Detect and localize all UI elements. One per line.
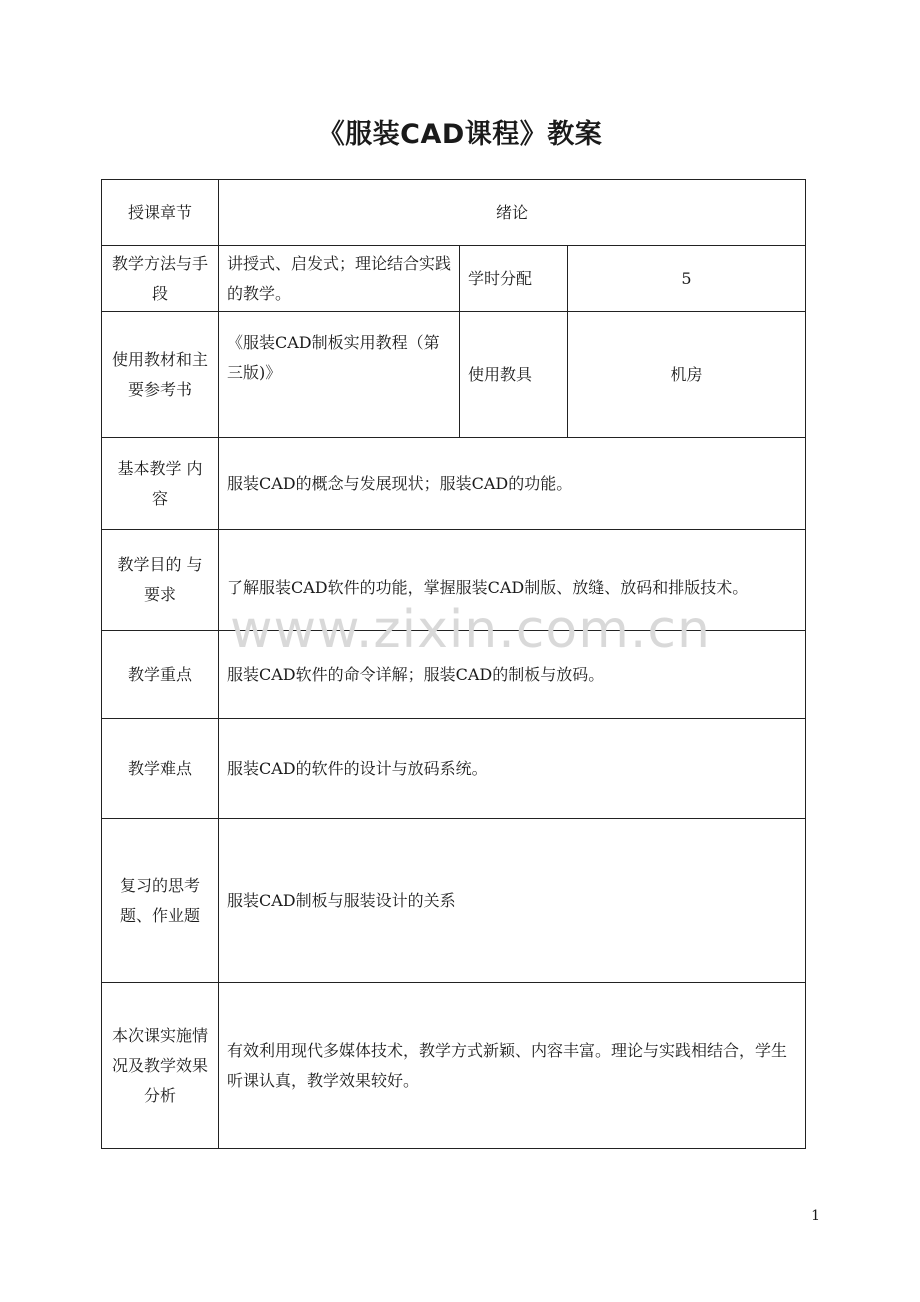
keypoints-value: 服装CAD软件的命令详解；服装CAD的制板与放码。 bbox=[219, 631, 806, 719]
hours-value: 5 bbox=[568, 246, 806, 312]
homework-value: 服装CAD制板与服装设计的关系 bbox=[219, 819, 806, 983]
row-content bbox=[102, 438, 806, 530]
difficulties-value: 服装CAD的软件的设计与放码系统。 bbox=[219, 719, 806, 819]
chapter-value: 绪论 bbox=[219, 180, 806, 246]
page-number: 1 bbox=[811, 1208, 820, 1224]
difficulties-label: 教学难点 bbox=[102, 719, 219, 819]
row-method bbox=[102, 246, 806, 312]
hours-label: 学时分配 bbox=[460, 246, 568, 312]
row-keypoints bbox=[102, 631, 806, 719]
row-goals bbox=[102, 530, 806, 631]
content-value: 服装CAD的概念与发展现状；服装CAD的功能。 bbox=[219, 438, 806, 530]
row-chapter bbox=[102, 180, 806, 246]
textbook-value: 《服装CAD制板实用教程（第三版)》 bbox=[219, 312, 460, 438]
method-value: 讲授式、启发式；理论结合实践的教学。 bbox=[219, 246, 460, 312]
tools-label: 使用教具 bbox=[460, 312, 568, 438]
document-title: 《服装CAD课程》教案 bbox=[317, 119, 603, 150]
row-analysis bbox=[102, 983, 806, 1149]
row-homework bbox=[102, 819, 806, 983]
content-label: 基本教学 内容 bbox=[102, 438, 219, 530]
lesson-plan-table bbox=[101, 179, 806, 1149]
row-difficulties bbox=[102, 719, 806, 819]
textbook-label: 使用教材和主要参考书 bbox=[102, 312, 219, 438]
keypoints-label: 教学重点 bbox=[102, 631, 219, 719]
analysis-label: 本次课实施情况及教学效果分析 bbox=[102, 983, 219, 1149]
row-textbook bbox=[102, 312, 806, 438]
homework-label: 复习的思考题、作业题 bbox=[102, 819, 219, 983]
watermark: www.zixin.com.cn bbox=[230, 600, 711, 660]
analysis-value: 有效利用现代多媒体技术，教学方式新颖、内容丰富。理论与实践相结合，学生听课认真，教学效果较好。 bbox=[219, 983, 806, 1149]
tools-value: 机房 bbox=[568, 312, 806, 438]
method-label: 教学方法与手段 bbox=[102, 246, 219, 312]
goals-label: 教学目的 与要求 bbox=[102, 530, 219, 631]
chapter-label: 授课章节 bbox=[102, 180, 219, 246]
goals-value: 了解服装CAD软件的功能，掌握服装CAD制版、放缝、放码和排版技术。 bbox=[219, 530, 806, 631]
